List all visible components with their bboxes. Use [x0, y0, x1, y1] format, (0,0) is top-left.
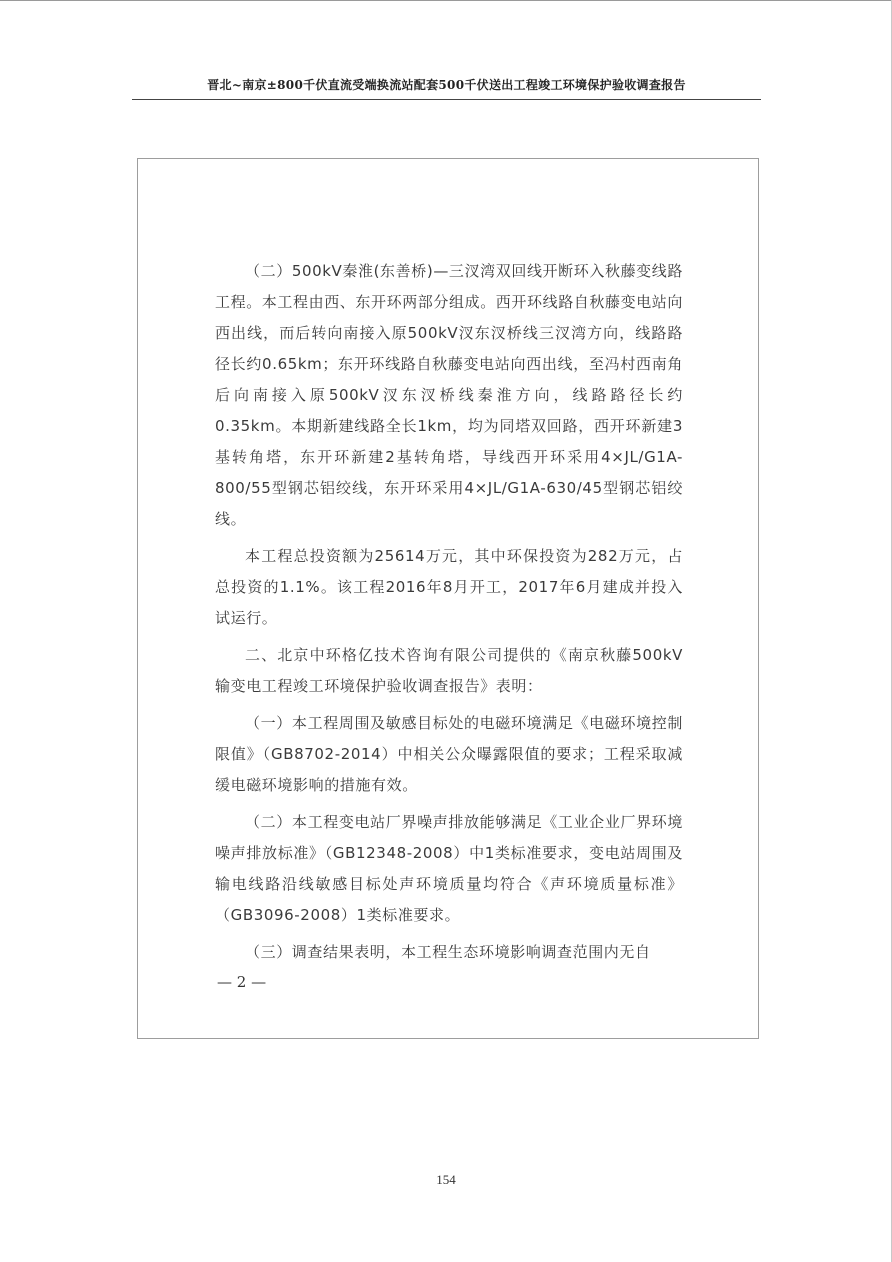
running-header: 晋北~南京±800千伏直流受端换流站配套500千伏送出工程竣工环境保护验收调查报告	[207, 78, 686, 92]
document-body	[215, 256, 683, 974]
paragraph-ecology: （三）调查结果表明，本工程生态环境影响调查范围内无自	[245, 943, 651, 961]
paragraph-report-intro: 二、北京中环格亿技术咨询有限公司提供的《南京秋藤500kV输变电工程竣工环境保护验收调查报告》表明：	[215, 646, 683, 695]
paragraph-noise: （二）本工程变电站厂界噪声排放能够满足《工业企业厂界环境噪声排放标准》（GB12348-2008）中1类标准要求，变电站周围及输电线路沿线敏感目标处声环境质量均符合《声环境质量标准》（GB3096-2008）1类标准要求。	[215, 813, 683, 924]
page-number: 154	[436, 1172, 456, 1187]
inner-page-number: — 2 —	[217, 973, 267, 991]
header-rule	[132, 99, 761, 100]
paragraph-electromagnetic: （一）本工程周围及敏感目标处的电磁环境满足《电磁环境控制限值》（GB8702-2014）中相关公众曝露限值的要求；工程采取减缓电磁环境影响的措施有效。	[215, 714, 683, 794]
paragraph-project-description: （二）500kV秦淮(东善桥)—三汊湾双回线开断环入秋藤变线路工程。本工程由西、东开环两部分组成。西开环线路自秋藤变电站向西出线，而后转向南接入原500kV汊东汊桥线三汊湾方向，线路路径长约0.65km；东开环线路自秋藤变电站向西出线，至冯村西南角后向南接入原500kV汊东汊桥线秦淮方向，线路路径长约0.35km。本期新建线路全长1km，均为同塔双回路，西开环新建3基转角塔，东开环新建2基转角塔，导线西开环采用4×JL/G1A-800/55型钢芯铝绞线，东开环采用4×JL/G1A-630/45型钢芯铝绞线。	[215, 262, 684, 528]
paragraph-investment: 本工程总投资额为25614万元，其中环保投资为282万元，占总投资的1.1%。该工程2016年8月开工，2017年6月建成并投入试运行。	[215, 547, 683, 627]
top-edge-rule	[0, 0, 892, 1]
